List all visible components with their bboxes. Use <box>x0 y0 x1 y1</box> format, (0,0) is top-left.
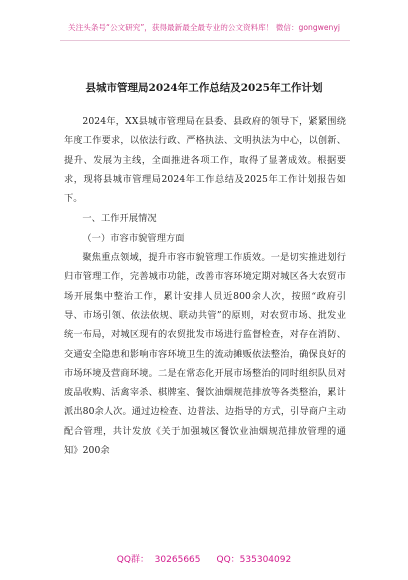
header-banner: 关注头条号“公文研究”，获得最新最全最专业的公文资料库！ 微信：gongwenyj <box>68 23 340 32</box>
qq-group-number: QQ群： 30265665 <box>116 555 201 565</box>
header-divider <box>60 40 350 41</box>
document-title: 县城市管理局2024年工作总结及2025年工作计划 <box>85 82 323 94</box>
footer-contact <box>0 552 408 565</box>
document-body <box>64 112 346 460</box>
body-paragraph: 聚焦重点领域，提升市容市貌管理工作质效。一是切实推进划行归市管理工作，完善城市功能，改善市容环境定期对城区各大农贸市场开展集中整治工作，累计安排人员近800余人次，按照“政府引导、市场引领、依法依规、联动共管”的原则，对农贸市场、批发业统一布局，对城区现有的农贸批发市场进行监督检查，对存在消防、交通安全隐患和影响市容环境卫生的流动摊贩依法整治，确保良好的市场环境及营商环境。二是在常态化开展市场整治的同时组织队员对废品收购、活禽宰杀、棋牌室、餐饮油烟规范排放等各类整治，累计派出80余人次。通过边检查、边普法、边指导的方式，引导商户主动配合管理，共计发放《关于加强城区餐饮业油烟规范排放管理的通知》200余 <box>64 252 346 457</box>
section-heading: 一、工作开展情况 <box>82 213 157 225</box>
subsection-heading: （一）市容市貌管理方面 <box>82 232 185 244</box>
intro-paragraph: 2024年，XX县城市管理局在县委、县政府的领导下，紧紧围绕年度工作要求，以依法行政、严格执法、文明执法为中心，以创新、提升、发展为主线，全面推进各项工作，取得了显著成效。根据要求，现将县城市管理局2024年工作总结及2025年工作计划报告如下。 <box>64 116 346 205</box>
qq-number: QQ：535304092 <box>216 555 292 565</box>
